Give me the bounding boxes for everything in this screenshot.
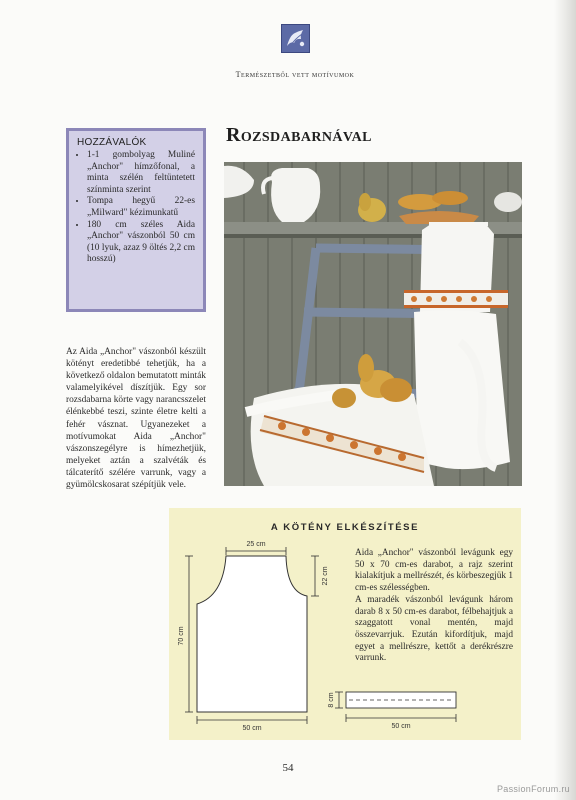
apron-instructions-panel <box>169 508 521 740</box>
apron-pattern-diagram <box>169 508 521 740</box>
page-number: 54 <box>282 762 294 774</box>
ingredients-box <box>66 128 206 312</box>
dim-strip-height: 8 cm <box>328 692 335 708</box>
ingredient-item: • 1-1 gombolyag Muliné „Anchor" hímzőfonal, a minta szélén feltüntetett színminta szerint <box>87 150 195 196</box>
dim-total-height: 70 cm <box>178 626 185 646</box>
dim-bib-height: 22 cm <box>322 566 329 586</box>
dim-top-width: 25 cm <box>246 541 266 548</box>
section-title: A KÖTÉNY ELKÉSZÍTÉSE <box>270 522 420 533</box>
ingredient-item: • Tompa hegyű 22-es „Milward" kézimunkatű <box>87 196 195 219</box>
page-spine-shadow <box>554 0 576 800</box>
running-head: Természetből vett motívumok <box>235 70 355 79</box>
apron-photo <box>224 162 522 486</box>
page-title: Rozsdabarnával <box>226 124 372 146</box>
chapter-logo-icon <box>281 24 310 53</box>
watermark: PassionForum.ru <box>496 784 570 794</box>
instructions-paragraph-2: A maradék vászonból levágunk három darab 8 x 50 cm-es darabot, félbehajtjuk a szaggatott vonal mentén, majd összevarrjuk. Ezután kifordítjuk, majd egyet a mellrészre, kettőt a derékrészre varrunk. <box>355 594 513 664</box>
ingredients-heading: HOZZÁVALÓK <box>77 137 147 148</box>
dim-bottom-width: 50 cm <box>242 725 262 732</box>
dim-strip-width: 50 cm <box>391 723 411 730</box>
instructions-paragraph-1: Aida „Anchor" vászonból levágunk egy 50 x 70 cm-es darabot, a rajz szerint kialakítjuk a mellrészét, és körbeszegjük 1 cm-es szélességben. <box>355 548 513 594</box>
ingredient-item: • 180 cm széles Aida „Anchor" vászonból 50 cm (10 lyuk, azaz 9 öltés 2,2 cm hosszú) <box>87 220 195 266</box>
ingredients-list <box>77 150 195 266</box>
intro-paragraph: Az Aida „Anchor" vászonból készült kötényt eredetibbé tehetjük, ha a következő oldalon bemutatott minták valamelyikével díszítjük. Egy sor rozsdabarna körte vagy narancsszelet élénkebbé teszi, szinte életre kelti a fehér vásznat. Ugyanezeket a motívumokat Aida „Anchor" vászonszegélyre is hímezhetjük, melyeket aztán a szalvéták és tálcaterítő szélére varrunk, vagy a gyümölcskosarat szépítjük vele. <box>66 347 206 491</box>
